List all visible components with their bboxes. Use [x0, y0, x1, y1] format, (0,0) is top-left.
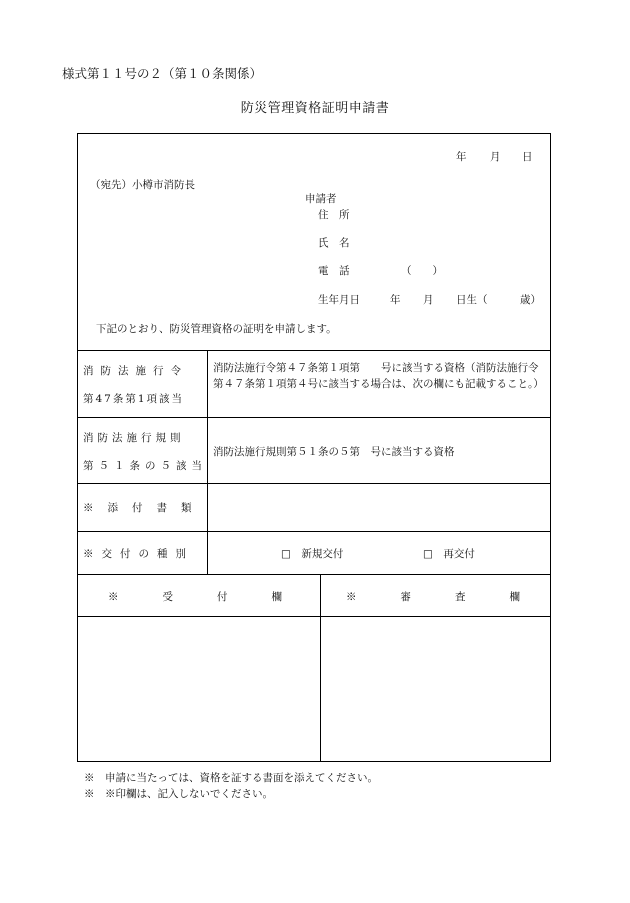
date-month-label: 月	[490, 151, 501, 163]
row2-label-line2: 第５１条の５該当	[83, 460, 207, 472]
review-area	[321, 617, 550, 762]
request-text: 下記のとおり、防災管理資格の証明を申請します。	[96, 323, 337, 335]
addressee: （宛先）小樽市消防長	[90, 179, 195, 191]
review-header: ※審査欄	[346, 591, 564, 603]
row2-content: 消防法施行規則第５１条の５第 号に該当する資格	[213, 446, 455, 458]
address-label: 住 所	[318, 209, 350, 221]
birth-year-label: 年	[390, 294, 401, 306]
divider	[78, 417, 550, 418]
checkbox-reissue[interactable]: □ 再交付	[423, 548, 475, 560]
birth-day-age-label: 日生（	[456, 294, 488, 306]
divider	[78, 531, 550, 532]
divider	[78, 483, 550, 484]
form-number: 様式第１１号の２（第１０条関係）	[62, 66, 263, 81]
row1-label-line1	[83, 363, 200, 378]
row4-label: ※交付の種別	[83, 548, 194, 560]
note-2: ※ ※印欄は、記入しないでください。	[84, 788, 273, 800]
phone-paren: （ ）	[401, 265, 443, 277]
divider	[78, 574, 550, 575]
birth-label: 生年月日	[318, 294, 360, 306]
form-title: 防災管理資格証明申請書	[240, 101, 390, 116]
row1-content: 消防法施行令第４７条第１項第 号に該当する資格（消防法施行令第４７条第１項第４号に該当する場合は、次の欄にも記載すること。）	[213, 362, 544, 390]
divider	[78, 350, 550, 351]
date-year-label: 年	[456, 151, 467, 163]
form-box	[77, 133, 564, 762]
row3-label: ※添付書類	[83, 502, 206, 514]
column-divider	[207, 350, 208, 574]
receipt-area	[78, 617, 320, 762]
age-label: 歳）	[520, 294, 541, 306]
note-1: ※ 申請に当たっては、資格を証する書面を添えてください。	[84, 772, 378, 784]
birth-month-label: 月	[423, 294, 434, 306]
row2-label-line1: 消防法施行規則	[83, 432, 185, 444]
name-label: 氏 名	[318, 237, 350, 249]
date-day-label: 日	[522, 151, 533, 163]
checkbox-new-issue[interactable]: □ 新規交付	[281, 548, 344, 560]
row1-label-line1-text: 消防法施行令	[83, 365, 188, 377]
receipt-header: ※受付欄	[108, 591, 326, 603]
applicant-heading: 申請者	[305, 193, 337, 205]
row1-label-line2: 第47条第1項該当	[83, 393, 185, 405]
phone-label: 電 話	[318, 265, 350, 277]
